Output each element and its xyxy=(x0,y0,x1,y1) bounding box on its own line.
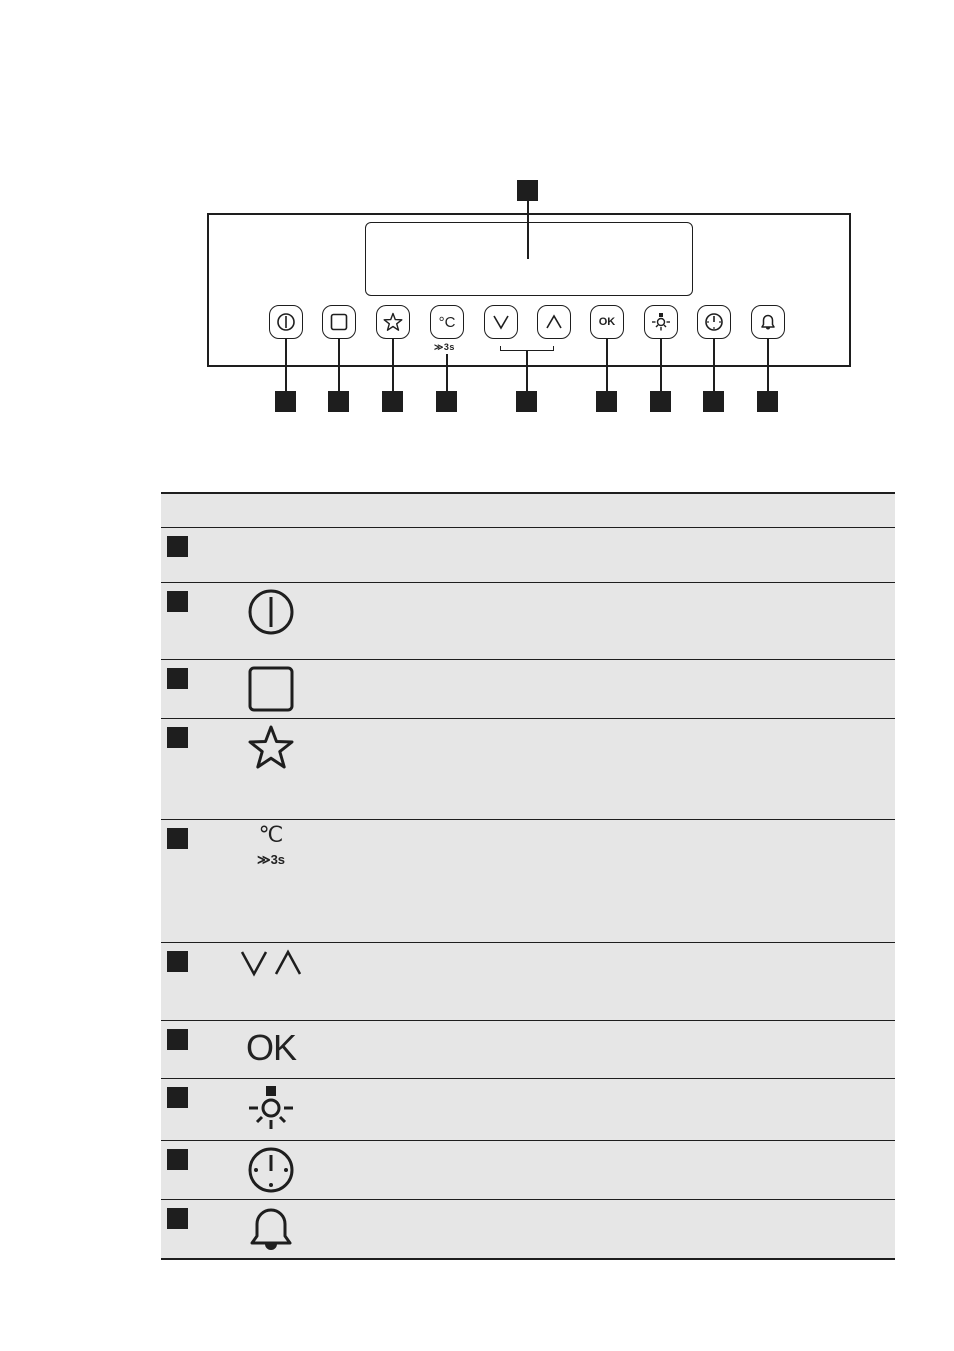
row-function xyxy=(319,1200,895,1260)
row-function xyxy=(319,820,895,943)
row-number-marker xyxy=(167,1087,188,1108)
header-number xyxy=(161,493,223,528)
row-function xyxy=(319,1021,895,1079)
table-row xyxy=(161,943,895,1021)
callout-line-9 xyxy=(767,339,769,392)
bell-icon xyxy=(757,311,779,333)
table-row xyxy=(161,660,895,719)
callout-3 xyxy=(382,391,403,412)
callout-6 xyxy=(596,391,617,412)
table-row xyxy=(161,820,895,943)
callout-5 xyxy=(516,391,537,412)
clock-icon xyxy=(703,311,725,333)
header-symbol xyxy=(223,493,319,528)
row-function xyxy=(319,528,895,583)
clock-icon xyxy=(247,1146,295,1194)
temperature-hold-hint: ≫3s xyxy=(434,342,455,352)
row-number-marker xyxy=(167,1208,188,1229)
callout-4 xyxy=(436,391,457,412)
table-row xyxy=(161,528,895,583)
square-icon xyxy=(328,311,350,333)
callout-line-6 xyxy=(606,339,608,392)
display-screen xyxy=(365,222,693,296)
lamp-button[interactable] xyxy=(644,305,678,339)
square-icon xyxy=(247,665,295,713)
clock-button[interactable] xyxy=(697,305,731,339)
callout-line-1 xyxy=(285,339,287,392)
control-panel-diagram xyxy=(0,0,954,460)
table-row xyxy=(161,719,895,820)
row-number-marker xyxy=(167,828,188,849)
table-row xyxy=(161,1021,895,1079)
minute-minder-button[interactable] xyxy=(751,305,785,339)
table-row xyxy=(161,583,895,660)
lamp-icon xyxy=(246,1084,296,1132)
callout-line-5 xyxy=(526,351,528,392)
temperature-button-label: °C xyxy=(438,313,456,331)
star-icon xyxy=(246,724,296,772)
down-up-arrows-icon xyxy=(240,948,302,978)
row-number-marker xyxy=(167,1029,188,1050)
callout-1 xyxy=(275,391,296,412)
on-off-icon xyxy=(247,588,295,636)
favourite-button[interactable] xyxy=(376,305,410,339)
legend-header-row xyxy=(161,493,895,528)
row-number-marker xyxy=(167,951,188,972)
row-function xyxy=(319,660,895,719)
row-number-marker xyxy=(167,668,188,689)
callout-display xyxy=(517,180,538,201)
table-row xyxy=(161,1200,895,1260)
temperature-hold-symbol: ≫3s xyxy=(256,852,286,867)
ok-button-label: OK xyxy=(598,316,616,328)
row-function xyxy=(319,1141,895,1200)
ok-button[interactable] xyxy=(590,305,624,339)
row-number-marker xyxy=(167,727,188,748)
callout-line-7 xyxy=(660,339,662,392)
temperature-icon xyxy=(223,820,319,943)
header-function xyxy=(319,493,895,528)
table-row xyxy=(161,1141,895,1200)
callout-9 xyxy=(757,391,778,412)
chevron-down-icon xyxy=(490,311,512,333)
ok-symbol: OK xyxy=(245,1027,296,1068)
callout-2 xyxy=(328,391,349,412)
row-function xyxy=(319,583,895,660)
chevron-up-icon xyxy=(543,311,565,333)
row-number-marker xyxy=(167,591,188,612)
on-off-button[interactable] xyxy=(269,305,303,339)
table-row xyxy=(161,1079,895,1141)
callout-7 xyxy=(650,391,671,412)
row-function xyxy=(319,1079,895,1141)
callout-line-2 xyxy=(338,339,340,392)
callout-8 xyxy=(703,391,724,412)
down-button[interactable] xyxy=(484,305,518,339)
row-function xyxy=(319,943,895,1021)
row-number-marker xyxy=(167,536,188,557)
ok-icon xyxy=(223,1021,319,1079)
row-function xyxy=(319,719,895,820)
legend-table xyxy=(161,492,895,1260)
square-button[interactable] xyxy=(322,305,356,339)
callout-line-3 xyxy=(392,339,394,392)
on-off-icon xyxy=(275,311,297,333)
temperature-button[interactable] xyxy=(430,305,464,339)
lamp-icon xyxy=(650,311,672,333)
up-button[interactable] xyxy=(537,305,571,339)
callout-line-4 xyxy=(446,354,448,392)
row-number-marker xyxy=(167,1149,188,1170)
bell-icon xyxy=(248,1205,294,1253)
temperature-symbol: ℃ xyxy=(258,822,284,847)
callout-line-8 xyxy=(713,339,715,392)
star-icon xyxy=(382,311,404,333)
